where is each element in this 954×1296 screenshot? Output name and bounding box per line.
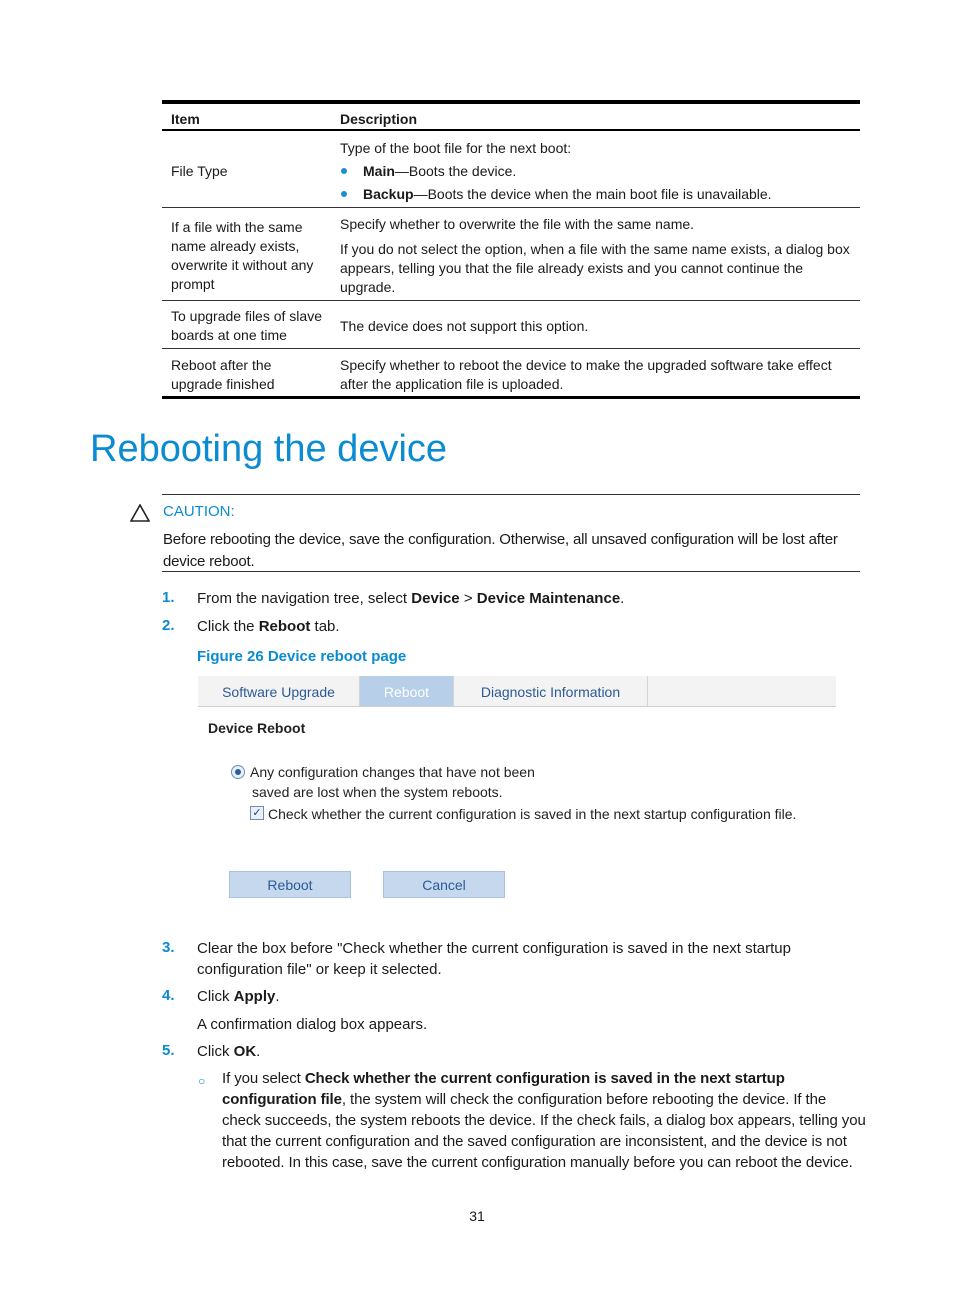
tab-reboot[interactable]: Reboot — [360, 676, 454, 706]
reboot-radio[interactable] — [231, 765, 245, 779]
bullet-icon — [341, 191, 347, 197]
tab-software-upgrade[interactable]: Software Upgrade — [198, 676, 360, 706]
step-number: 2. — [162, 617, 175, 634]
panel-title: Device Reboot — [208, 720, 306, 736]
table-bullet-main: Main—Boots the device. — [363, 163, 517, 179]
hollow-circle-bullet-icon: ○ — [198, 1074, 206, 1088]
sub-bullet-text: If you select Check whether the current configuration is saved in the next startup configuration file, the system will check the configuration before rebooting the device. If the check succeeds, the system reboots the device. If the check fails, a dialog box appears, telling you that the current configuration and the saved configuration are inconsistent, and the device is not rebooted. In this case, save the current configuration manually before you can reboot the device. — [222, 1070, 866, 1171]
table-cell-description-line: If you do not select the option, when a file with the same name exists, a dialog box — [340, 241, 850, 257]
step-number: 4. — [162, 987, 175, 1004]
table-top-rule — [162, 100, 860, 104]
section-heading: Rebooting the device — [90, 428, 448, 470]
step-note: A confirmation dialog box appears. — [197, 1016, 428, 1033]
table-header-item: Item — [171, 111, 200, 127]
caution-text: Before rebooting the device, save the configuration. Otherwise, all unsaved configuration will be lost after device reboot. — [163, 531, 838, 570]
table-bullet-backup: Backup—Boots the device when the main boot file is unavailable. — [363, 186, 772, 202]
table-cell-description: Type of the boot file for the next boot: — [340, 140, 572, 156]
step-text: Click Apply. — [197, 988, 280, 1005]
cancel-button[interactable]: Cancel — [383, 871, 505, 898]
table-row-rule — [162, 348, 860, 349]
step-number: 1. — [162, 589, 175, 606]
tab-diagnostic-information[interactable]: Diagnostic Information — [454, 676, 648, 706]
caution-top-rule — [162, 494, 860, 495]
table-row-rule — [162, 300, 860, 301]
tab-bar — [198, 676, 836, 707]
table-row-rule — [162, 207, 860, 208]
figure-caption: Figure 26 Device reboot page — [197, 648, 407, 665]
table-cell-description-line: after the application file is uploaded. — [340, 376, 564, 392]
table-cell-item-line: overwrite it without any — [171, 257, 314, 273]
caution-bottom-rule — [162, 571, 860, 572]
table-cell-description-line: Specify whether to reboot the device to make the upgraded software take effect — [340, 357, 832, 373]
bullet-icon — [341, 168, 347, 174]
table-cell-item-line: Reboot after the — [171, 357, 272, 373]
step-text: From the navigation tree, select Device > Device Maintenance. — [197, 590, 625, 607]
table-cell-description-line: upgrade. — [340, 279, 396, 295]
page-number: 31 — [469, 1208, 485, 1224]
step-text: Click OK. — [197, 1043, 261, 1060]
radio-label-line: saved are lost when the system reboots. — [252, 784, 503, 800]
table-cell-description: The device does not support this option. — [340, 318, 589, 334]
step-number: 3. — [162, 939, 175, 956]
table-cell-description: Specify whether to overwrite the file with the same name. — [340, 216, 695, 232]
step-number: 5. — [162, 1042, 175, 1059]
reboot-button[interactable]: Reboot — [229, 871, 351, 898]
table-cell-item-line: boards at one time — [171, 327, 287, 343]
table-cell-item: File Type — [171, 163, 228, 179]
table-header-rule — [162, 129, 860, 131]
table-cell-item-line: To upgrade files of slave — [171, 308, 322, 324]
caution-label: CAUTION: — [163, 503, 235, 520]
device-reboot-screenshot — [198, 676, 838, 906]
table-header-description: Description — [340, 111, 418, 127]
table-cell-description-line: appears, telling you that the file already exists and you cannot continue the — [340, 260, 804, 276]
warning-triangle-icon — [130, 504, 150, 522]
step-text: Clear the box before "Check whether the current configuration is saved in the next startup configuration file" or keep it selected. — [197, 940, 791, 978]
table-bottom-rule — [162, 396, 860, 399]
table-cell-item-line: prompt — [171, 276, 215, 292]
table-cell-item-line: name already exists, — [171, 238, 300, 254]
table-cell-item-line: upgrade finished — [171, 376, 275, 392]
check-config-checkbox[interactable]: ✓ — [250, 806, 264, 820]
step-text: Click the Reboot tab. — [197, 618, 340, 635]
checkbox-label: Check whether the current configuration is saved in the next startup configuration file. — [268, 806, 797, 822]
radio-label-line: Any configuration changes that have not been — [250, 764, 535, 780]
table-cell-item-line: If a file with the same — [171, 219, 303, 235]
